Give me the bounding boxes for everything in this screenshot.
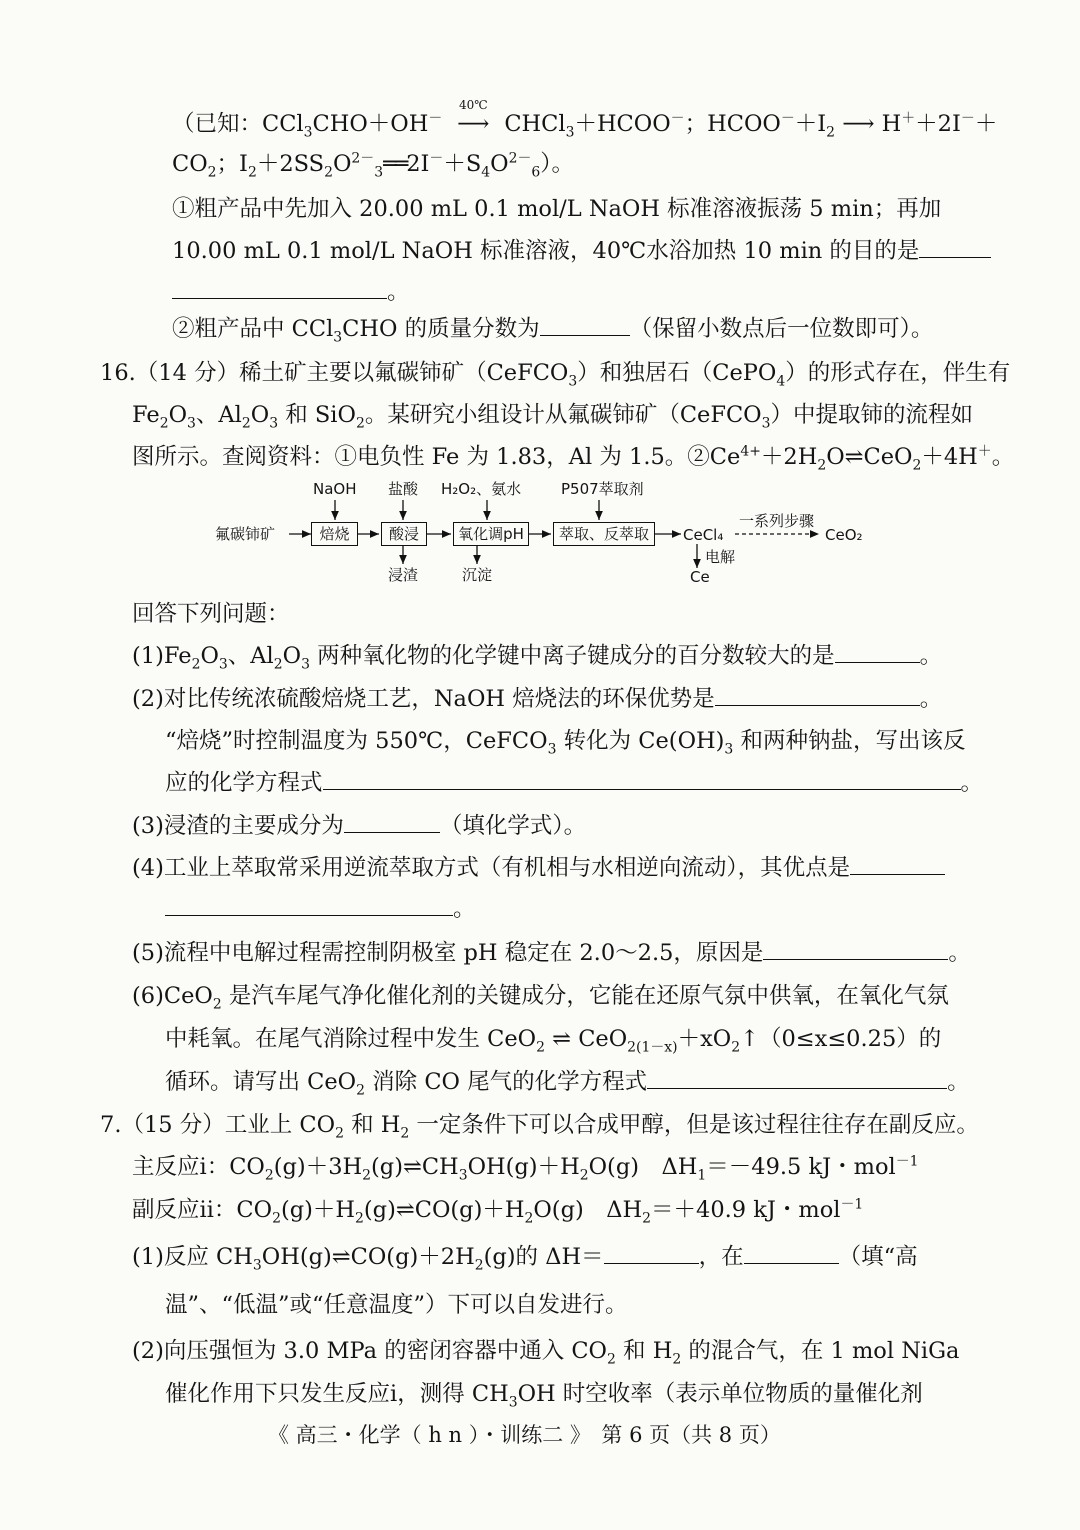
equilibrium-arrow-icon: ⇌ [395,1197,415,1223]
q17-2-line-1: (2)向压强恒为 3.0 MPa 的密闭容器中通入 $CO_2$ 和 $H_2$ 的混合气，在 1 mol NiGa [132,1338,960,1368]
flow-step-extraction: 萃取、反萃取 [553,522,655,546]
arrow-icon: 40℃ ⟶ [457,98,490,137]
q16-2-line-1: (2)对比传统浓硫酸焙烧工艺，NaOH 焙烧法的环保优势是 。 [132,686,943,712]
process-flow-diagram [215,478,885,593]
main-reaction: 主反应ⅰ：$CO_2(g)+3H_2(g)\rightleftharpoons CH_3OH(g)+H_2O(g)$ $\Delta H_1=-49.5$ kJ・mol$^{-1}$ [132,1153,919,1184]
flow-step-acid-leach: 酸浸 [381,522,427,546]
flow-series-steps: 一系列步骤 [739,512,815,530]
q16-4-line-2: 。 [165,898,476,921]
answer-blank[interactable] [540,334,630,336]
arrow-icon: ⟶ [835,111,882,137]
equilibrium-arrow-icon: ⇌ [331,1244,351,1270]
equilibrium-arrow-icon: ⇌ [545,1026,579,1052]
flow-output-residue: 浸渣 [388,566,419,584]
q16-3: (3)浸渣的主要成分为 （填化学式）。 [132,813,587,839]
side-reaction: 副反应ⅱ：$CO_2(g)+H_2(g)\rightleftharpoons CO(g)+H_2O(g)$ $\Delta H_2=+40.9$ kJ・mol$^{-1}$ [132,1196,864,1227]
equals-sign-icon: ══ [383,151,407,177]
flow-output-precipitate: 沉淀 [462,566,493,584]
q16-6-line-1: (6)CeO$_2$ 是汽车尾气净化催化剂的关键成分，它能在还原气氛中供氧，在氧化气氛 [132,983,949,1013]
flow-step-oxidize-ph: 氧化调pH [453,522,529,546]
answer-blank[interactable] [835,661,920,663]
answer-blank[interactable] [715,704,920,706]
answer-blank[interactable] [919,256,991,258]
q16-6-line-2: 中耗氧。在尾气消除过程中发生 CeO$_2$ ⇌ $CeO_{2(1-x)}+xO_2↑(0\le x\le 0.25)$的 [165,1026,942,1056]
q16-2-line-3: 应的化学方程式 。 [165,770,984,796]
answer-blank[interactable] [165,914,453,916]
page-footer: 《 高三・化学（ h n ）・训练二 》 第 6 页（共 8 页） [268,1423,781,1447]
flow-reagent-hcl: 盐酸 [388,480,419,498]
answer-blank[interactable] [344,831,440,833]
flow-final-ceo2: CeO₂ [825,526,863,544]
answer-blank[interactable] [172,297,387,299]
q16-1: $(1)Fe_2O_3$、$Al_2O_3$ 两种氧化物的化学键中离子键成分的百分数较大的是 。 [132,643,943,673]
known-line-2: $CO_2$；$I_2+2SS_2O^{2-}_3══2I^-+S_4O^{2-}_6$）。 [172,150,575,181]
q15-2: ②粗产品中 CCl$_3$CHO 的质量分数为 （保留小数点后一位数即可）。 [172,316,934,346]
flow-start: 氟碳铈矿 [215,525,276,543]
q17-1-line-2: 温”、“低温”或“任意温度”）下可以自发进行。 [165,1292,628,1318]
flow-reagent-naoh: NaOH [313,480,357,498]
q15-1-line-3: 。 [172,281,410,304]
q17-line-1: 7.（15 分）工业上 $CO_2$ 和 $H_2$ 一定条件下可以合成甲醇，但是该过程往往存在副反应。 [100,1112,979,1142]
q16-line-2: $Fe_2O_3$、$Al_2O_3$ 和 SiO$_2$。某研究小组设计从氟碳铈矿（CeFCO$_3$）中提取铈的流程如 [132,402,974,432]
q16-6-line-3: 循环。请写出 CeO$_2$ 消除 CO 尾气的化学方程式 。 [165,1069,970,1099]
answer-blank[interactable] [763,958,948,960]
flow-ce: Ce [690,568,710,586]
flow-reagent-p507: P507萃取剂 [561,480,644,498]
equilibrium-arrow-icon: ⇌ [402,1154,422,1180]
flow-product-cecl4: CeCl₄ [683,526,724,544]
answer-blank[interactable] [323,788,961,790]
answer-blank[interactable] [850,873,945,875]
q15-1-line-1: ①粗产品中先加入 20.00 mL 0.1 mol/L NaOH 标准溶液振荡 5 min；再加 [172,196,942,222]
flow-reagent-h2o2: H₂O₂、氨水 [441,480,522,498]
q16-5: (5)流程中电解过程需控制阴极室 pH 稳定在 2.0～2.5，原因是 。 [132,940,971,966]
q17-2-line-2: 催化作用下只发生反应ⅰ，测得 $CH_3OH$ 时空收率（表示单位物质的量催化剂 [165,1381,923,1411]
q16-line-1: 16.（14 分）稀土矿主要以氟碳铈矿（CeFCO$_3$）和独居石（CePO$_4$）的形式存在，伴生有 [100,360,1011,390]
equilibrium-arrow-icon: ⇌ [844,444,864,470]
flow-electrolysis: 电解 [705,548,736,566]
flow-step-roast: 焙烧 [311,522,358,546]
known-line-1: （已知：CCl$_3$CHO＋OH－ 40℃ ⟶ CHCl$_3$＋HCOO－；$HCOO^-+I_2$ ⟶ H＋＋2I－＋ [172,98,998,141]
answer-blank[interactable] [744,1262,839,1264]
answer-blank[interactable] [604,1262,699,1264]
answer-intro: 回答下列问题： [132,601,290,627]
q15-1-line-2: 10.00 mL 0.1 mol/L NaOH 标准溶液，40℃水浴加热 10 min 的目的是 [172,240,991,263]
q16-line-3: 图所示。查阅资料：①电负性 Fe 为 1.83，Al 为 1.5。$②Ce^{4+}+2H_2O\rightleftharpoons CeO_2+4H^+$。 [132,443,1015,474]
q16-2-line-2: “焙烧”时控制温度为 550℃，CeFCO$_3$ 转化为 $Ce(OH)_3$ 和两种钠盐，写出该反 [165,728,966,758]
q17-1-line-1: (1)反应 $CH_3OH(g)\rightleftharpoons CO(g)+2H_2(g)$的 ΔH＝ ，在 （填“高 [132,1244,918,1274]
answer-blank[interactable] [647,1087,947,1089]
q16-4-line-1: (4)工业上萃取常采用逆流萃取方式（有机相与水相逆向流动），其优点是 [132,857,945,880]
